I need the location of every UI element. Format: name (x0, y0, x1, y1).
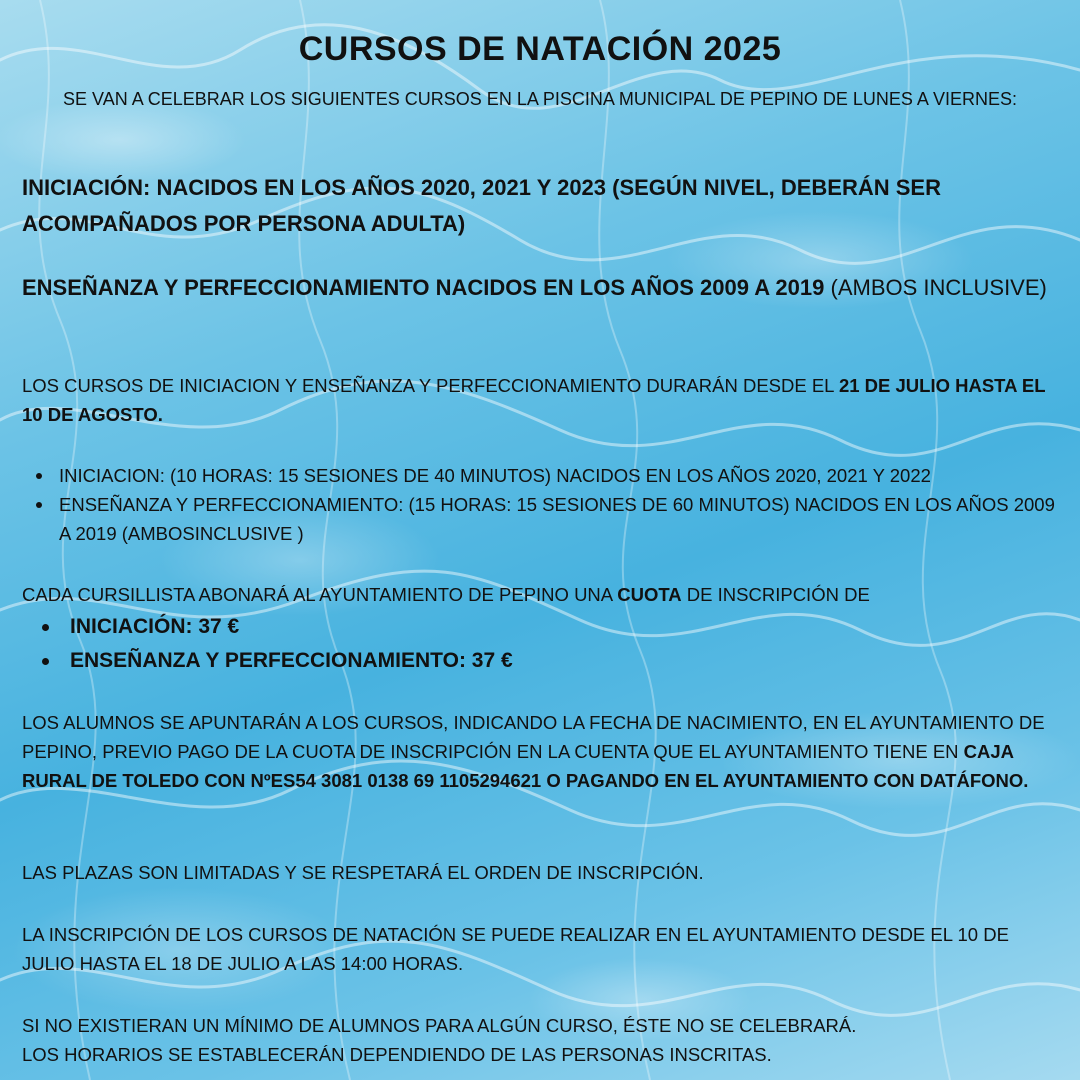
schedule-text: LOS HORARIOS SE ESTABLECERÁN DEPENDIENDO DE LAS PERSONAS INSCRITAS. (22, 1044, 772, 1065)
course-list (22, 461, 1062, 548)
ensenanza-heading-note: (AMBOS INCLUSIVE) (824, 275, 1047, 300)
list-item (22, 490, 1062, 548)
duration-dates: 21 DE JULIO HASTA EL 10 DE AGOSTO. (22, 375, 1046, 425)
course-item-iniciacion: INICIACION: (10 HORAS: 15 SESIONES DE 40 MINUTOS) NACIDOS EN LOS AÑOS 2020, 2021 Y 2022 (59, 465, 931, 486)
limited-places-text: LAS PLAZAS SON LIMITADAS Y SE RESPETARÁ EL ORDEN DE INSCRIPCIÓN. (22, 862, 704, 883)
fee-intro-after: DE INSCRIPCIÓN DE (681, 584, 870, 605)
duration-text-normal: LOS CURSOS DE INICIACION Y ENSEÑANZA Y PERFECCIONAMIENTO DURARÁN DESDE EL (22, 375, 839, 396)
course-item-ensenanza: ENSEÑANZA Y PERFECCIONAMIENTO: (15 HORAS: 15 SESIONES DE 60 MINUTOS) NACIDOS EN LOS AÑOS 2009 A 2019 (AMBOSINCLUSIVE ) (59, 494, 1055, 544)
intro-text: SE VAN A CELEBRAR LOS SIGUIENTES CURSOS EN LA PISCINA MUNICIPAL DE PEPINO DE LUNES A VIERNES: (63, 89, 1017, 109)
registration-text-normal: LOS ALUMNOS SE APUNTARÁN A LOS CURSOS, INDICANDO LA FECHA DE NACIMIENTO, EN EL AYUNTAMIENTO DE PEPINO, PREVIO PAGO DE LA CUOTA DE INSCRIPCIÓN EN LA CUENTA QUE EL AYUNTAMIENTO TIENE EN (22, 712, 1045, 762)
fee-list (22, 610, 1062, 678)
fee-intro-cuota: CUOTA (617, 584, 682, 605)
list-item (22, 644, 1062, 678)
registration-text (22, 708, 1062, 795)
bullet-icon (36, 502, 42, 508)
ensenanza-heading (22, 270, 1062, 306)
iniciacion-heading: INICIACIÓN: NACIDOS EN LOS AÑOS 2020, 2021 Y 2023 (SEGÚN NIVEL, DEBERÁN SER ACOMPAÑADOS POR PERSONA ADULTA) (22, 175, 941, 236)
fee-ensenanza: ENSEÑANZA Y PERFECCIONAMIENTO: 37 € (70, 649, 513, 672)
registration-period-text: LA INSCRIPCIÓN DE LOS CURSOS DE NATACIÓN SE PUEDE REALIZAR EN EL AYUNTAMIENTO DESDE EL 10 DE JULIO HASTA EL 18 DE JULIO A LAS 14:00 HORAS. (22, 924, 1009, 974)
minimum-students-text: SI NO EXISTIERAN UN MÍNIMO DE ALUMNOS PARA ALGÚN CURSO, ÉSTE NO SE CELEBRARÁ. (22, 1015, 857, 1036)
bullet-icon (42, 658, 49, 665)
fee-intro-before: CADA CURSILLISTA ABONARÁ AL AYUNTAMIENTO DE PEPINO UNA (22, 584, 618, 605)
ensenanza-heading-bold: ENSEÑANZA Y PERFECCIONAMIENTO NACIDOS EN LOS AÑOS 2009 A 2019 (22, 275, 825, 300)
bullet-icon (42, 624, 49, 631)
list-item (22, 461, 1062, 490)
list-item (22, 610, 1062, 644)
bullet-icon (36, 473, 42, 479)
fee-iniciacion: INICIACIÓN: 37 € (70, 615, 240, 638)
fee-intro (22, 580, 1062, 609)
duration-text (22, 371, 1062, 429)
bank-account-info: CAJA RURAL DE TOLEDO CON NºES54 3081 0138 69 1105294621 O PAGANDO EN EL AYUNTAMIENTO CON DATÁFONO. (22, 741, 1029, 791)
page-title: CURSOS DE NATACIÓN 2025 (298, 30, 782, 68)
